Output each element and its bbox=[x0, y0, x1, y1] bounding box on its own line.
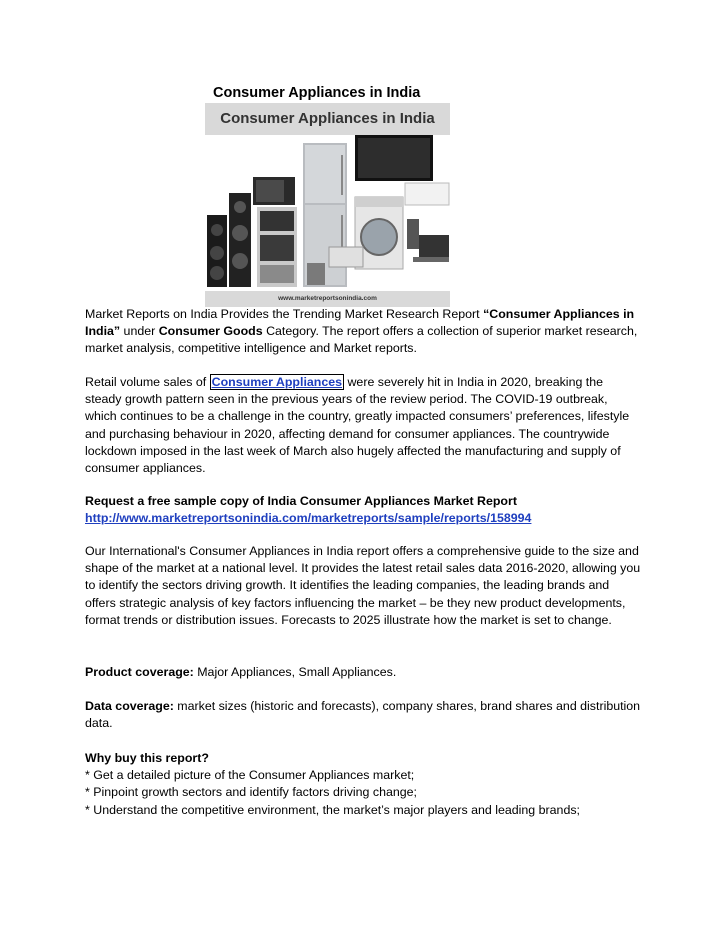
retail-text-start: Retail volume sales of bbox=[85, 375, 210, 389]
overview-text: Our International's Consumer Appliances in India report offers a comprehensive guide to the size and shape of the market at a national level. It provides the latest retail sales data 2016-2020, allowing you to identify the sectors driving growth. It identifies the leading companies, the leading brands and offers strategic analysis of key factors influencing the market – be they new product developments, format trends or distribution issues. Forecasts to 2025 illustrate how the market is set to change. bbox=[85, 544, 641, 627]
image-watermark-url: www.marketreportsonindia.com bbox=[205, 291, 450, 307]
overview-paragraph bbox=[85, 543, 641, 629]
consumer-appliances-link[interactable]: Consumer Appliances bbox=[211, 375, 343, 389]
retail-text-rest: were severely hit in India in 2020, breaking the steady growth pattern seen in the previous years of the review period. The COVID-19 outbreak, which continues to be a challenge in the country, greatly impacted consumers’ preferences, lifestyle and purchasing behaviour in 2020, affecting demand for consumer appliances. The countrywide lockdown imposed in the last week of March also hugely affected the manufacturing and supply of consumer appliances. bbox=[85, 375, 630, 476]
sample-report-link[interactable]: http://www.marketreportsonindia.com/marketreports/sample/reports/158994 bbox=[85, 511, 532, 526]
intro-text: Market Reports on India Provides the Trending Market Research Report bbox=[85, 307, 484, 321]
sample-request-section bbox=[85, 493, 641, 527]
sample-heading: Request a free sample copy of India Consumer Appliances Market Report bbox=[85, 494, 517, 508]
document-title: Consumer Appliances in India bbox=[213, 85, 421, 101]
why-buy-item: * Pinpoint growth sectors and identify factors driving change; bbox=[85, 785, 417, 800]
why-buy-section bbox=[85, 750, 641, 819]
product-coverage bbox=[85, 664, 641, 681]
intro-text-under: under bbox=[120, 324, 159, 339]
why-buy-item: * Understand the competitive environment, the market’s major players and leading brands; bbox=[85, 802, 580, 817]
product-coverage-value: Major Appliances, Small Appliances. bbox=[193, 665, 397, 679]
image-banner-title: Consumer Appliances in India bbox=[205, 103, 450, 135]
product-coverage-label: Product coverage: bbox=[85, 665, 194, 679]
retail-paragraph bbox=[85, 374, 641, 477]
data-coverage bbox=[85, 698, 641, 732]
intro-paragraph bbox=[85, 306, 641, 358]
data-coverage-label: Data coverage: bbox=[85, 699, 174, 713]
why-buy-heading: Why buy this report? bbox=[85, 751, 209, 765]
why-buy-item: * Get a detailed picture of the Consumer Appliances market; bbox=[85, 768, 415, 783]
intro-text-end: Category. The report offers a collection of superior market research, market analysis, competitive intelligence and Market reports. bbox=[85, 324, 638, 356]
data-coverage-value: market sizes (historic and forecasts), company shares, brand shares and distribution data. bbox=[85, 699, 641, 731]
appliances-image bbox=[205, 103, 450, 307]
category-name: Consumer Goods bbox=[158, 324, 263, 339]
appliances-illustration bbox=[205, 135, 450, 290]
report-name: “Consumer Appliances in India” bbox=[85, 307, 635, 339]
